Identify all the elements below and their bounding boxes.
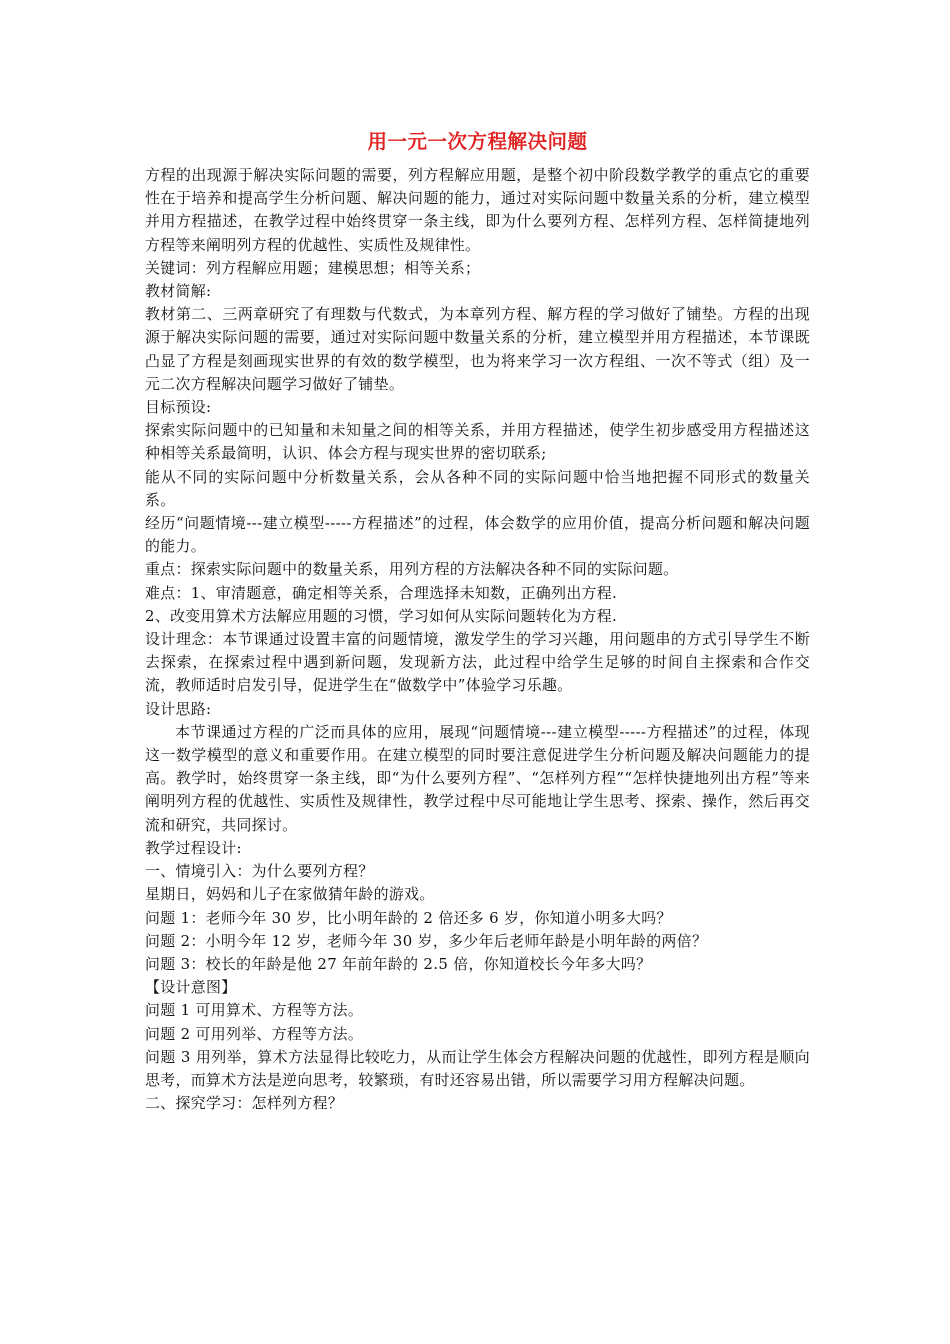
paragraph-design-concept: 设计理念：本节课通过设置丰富的问题情境，激发学生的学习兴趣，用问题串的方式引导学生不断去探索，在探索过程中遇到新问题，发现新方法，此过程中给学生足够的时间自主探索和合作交流，教师适时启发引导，促进学生在“做数学中”体验学习乐趣。 (145, 630, 810, 695)
paragraph-goal-3: 经历“问题情境---建立模型-----方程描述”的过程，体会数学的应用价值，提高分析问题和解决问题的能力。 (145, 514, 810, 556)
heading-goals: 目标预设: (145, 398, 212, 417)
heading-section-1: 一、情境引入：为什么要列方程？ (145, 862, 374, 881)
paragraph-goal-2: 能从不同的实际问题中分析数量关系，会从各种不同的实际问题中恰当地把握不同形式的数量关系。 (145, 467, 810, 509)
paragraph-design-thinking: 本节课通过方程的广泛而具体的应用，展现“问题情境---建立模型-----方程描述”的过程，体现这一数学模型的意义和重要作用。在建立模型的同时要注意促进学生分析问题及解决问题能力的提高。教学时，始终贯穿一条主线，即“为什么要列方程”、“怎样列方程”“怎样快捷地列出方程”等来阐明列方程的优越性、实质性及规律性，教学过程中尽可能地让学生思考、探索、操作，然后再交流和研究，共同探讨。 (145, 722, 810, 834)
heading-textbook-brief: 教材简解: (145, 282, 212, 301)
heading-teaching-process: 教学过程设计: (145, 838, 242, 857)
paragraph-question-1: 问题 1：老师今年 30 岁，比小明年龄的 2 倍还多 6 岁，你知道小明多大吗？ (145, 908, 672, 927)
paragraph-difficulty-1: 难点：1、审清题意，确定相等关系，合理选择未知数，正确列出方程. (145, 583, 618, 602)
paragraph-textbook-brief: 教材第二、三两章研究了有理数与代数式，为本章列方程、解方程的学习做好了铺垫。方程的出现源于解决实际问题的需要，通过对实际问题中数量关系的分析，建立模型并用方程描述，本节课既凸显了方程是刻画现实世界的有效的数学模型，也为将来学习一次方程组、一次不等式（组）及一元二次方程解决问题学习做好了铺垫。 (145, 305, 810, 393)
heading-design-thinking: 设计思路: (145, 699, 212, 718)
paragraph-scenario: 星期日，妈妈和儿子在家做猜年龄的游戏。 (145, 885, 435, 904)
paragraph-intro: 方程的出现源于解决实际问题的需要，列方程解应用题，是整个初中阶段数学教学的重点它的重要性在于培养和提高学生分析问题、解决问题的能力，通过对实际问题中数量关系的分析，建立模型并用方程描述，在教学过程中始终贯穿一条主线，即为什么要列方程、怎样列方程、怎样简捷地列方程等来阐明列方程的优越性、实质性及规律性。 (145, 166, 810, 254)
paragraph-intent-3: 问题 3 用列举，算术方法显得比较吃力，从而让学生体会方程解决问题的优越性，即列方程是顺向思考，而算术方法是逆向思考，较繁琐，有时还容易出错，所以需要学习用方程解决问题。 (145, 1047, 810, 1089)
paragraph-goal-1: 探索实际问题中的已知量和未知量之间的相等关系，并用方程描述，使学生初步感受用方程描述这种相等关系最简明，认识、体会方程与现实世界的密切联系; (145, 421, 810, 463)
paragraph-question-2: 问题 2：小明今年 12 岁，老师今年 30 岁，多少年后老师年龄是小明年龄的两倍？ (145, 931, 708, 950)
paragraph-difficulty-2: 2、改变用算术方法解应用题的习惯，学习如何从实际问题转化为方程. (145, 606, 618, 625)
paragraph-intent-2: 问题 2 可用列举、方程等方法。 (145, 1024, 364, 1043)
paragraph-question-3: 问题 3：校长的年龄是他 27 年前年龄的 2.5 倍，你知道校长今年多大吗？ (145, 954, 652, 973)
paragraph-key-point: 重点：探索实际问题中的数量关系，用列方程的方法解决各种不同的实际问题。 (145, 560, 679, 579)
heading-design-intent: 【设计意图】 (145, 978, 237, 997)
document-title: 用一元一次方程解决问题 (367, 130, 588, 153)
heading-section-2: 二、探究学习：怎样列方程？ (145, 1094, 344, 1113)
paragraph-intent-1: 问题 1 可用算术、方程等方法。 (145, 1001, 364, 1020)
document-page (145, 128, 810, 1115)
paragraph-keywords: 关键词：列方程解应用题；建模思想；相等关系； (145, 258, 481, 277)
